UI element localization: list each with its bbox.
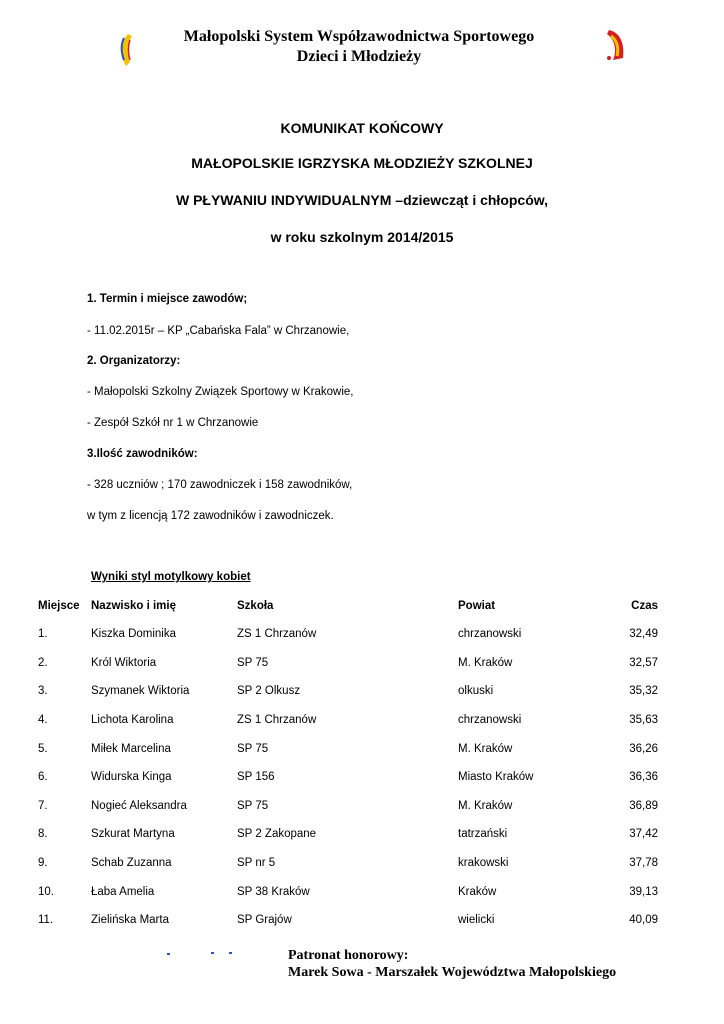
cell-school: SP 75 <box>237 799 269 812</box>
table-row <box>38 877 658 906</box>
competition-title: MAŁOPOLSKIE IGRZYSKA MŁODZIEŻY SZKOLNEJ <box>191 155 533 171</box>
cell-name: Kiszka Dominika <box>91 628 176 641</box>
document-header <box>0 26 724 76</box>
cell-county: chrzanowski <box>458 714 522 727</box>
cell-name: Szkurat Martyna <box>91 828 175 841</box>
organizer-2: - Zespół Szkół nr 1 w Chrzanowie <box>87 417 259 429</box>
cell-name: Lichota Karolina <box>91 714 174 727</box>
cell-place: 5. <box>38 742 48 755</box>
report-title: KOMUNIKAT KOŃCOWY <box>280 120 444 136</box>
organizer-1: - Małopolski Szkolny Związek Sportowy w Krakowie, <box>87 386 354 398</box>
cell-county: tatrzański <box>458 828 508 841</box>
cell-place: 8. <box>38 828 48 841</box>
cell-county: M. Kraków <box>458 656 513 669</box>
termin-heading: 1. Termin i miejsce zawodów; <box>87 293 248 305</box>
results-table <box>38 592 658 935</box>
cell-school: SP nr 5 <box>237 857 276 870</box>
cell-place: 3. <box>38 685 48 698</box>
table-row <box>38 763 658 792</box>
header-line-1: Małopolski System Współzawodnictwa Sportowego <box>183 28 535 45</box>
cell-time: 37,42 <box>629 828 658 841</box>
cell-school: SP 2 Olkusz <box>237 685 301 698</box>
cell-time: 35,63 <box>629 714 658 727</box>
table-row <box>38 734 658 763</box>
cell-county: M. Kraków <box>458 742 513 755</box>
sport-system-logo-icon <box>118 32 138 73</box>
cell-county: Miasto Kraków <box>458 771 534 784</box>
cell-name: Nogieć Aleksandra <box>91 799 187 812</box>
cell-school: SP 2 Zakopane <box>237 828 317 841</box>
cell-time: 32,57 <box>629 656 658 669</box>
cell-school: SP 38 Kraków <box>237 885 310 898</box>
cell-place: 6. <box>38 771 48 784</box>
cell-place: 7. <box>38 799 48 812</box>
participants-licensed: w tym z licencją 172 zawodników i zawodniczek. <box>87 510 334 522</box>
table-row <box>38 620 658 649</box>
header-line-2: Dzieci i Młodzieży <box>296 48 422 65</box>
cell-school: SP 75 <box>237 742 269 755</box>
table-row <box>38 706 658 735</box>
table-row <box>38 906 658 935</box>
competition-subtitle: W PŁYWANIU INDYWIDUALNYM –dziewcząt i chłopców, <box>175 192 549 208</box>
cell-school: SP 75 <box>237 656 269 669</box>
header-county: Powiat <box>458 600 496 612</box>
header-place: Miejsce <box>38 600 80 612</box>
termin-text: - 11.02.2015r – KP „Cabańska Fala” w Chrzanowie, <box>87 325 350 337</box>
cell-county: M. Kraków <box>458 799 513 812</box>
cell-school: ZS 1 Chrzanów <box>237 628 317 641</box>
participants-count: - 328 uczniów ; 170 zawodniczek i 158 zawodników, <box>87 479 353 491</box>
cell-time: 32,49 <box>629 628 658 641</box>
cell-name: Szymanek Wiktoria <box>91 685 190 698</box>
table-row <box>38 849 658 878</box>
header-time: Czas <box>631 600 658 612</box>
cell-school: SP 156 <box>237 771 275 784</box>
cell-school: SP Grajów <box>237 914 292 927</box>
cell-time: 40,09 <box>629 914 658 927</box>
cell-county: olkuski <box>458 685 494 698</box>
cell-place: 9. <box>38 857 48 870</box>
cell-time: 35,32 <box>629 685 658 698</box>
cell-name: Król Wiktoria <box>91 656 157 669</box>
cell-county: krakowski <box>458 857 509 870</box>
header-school: Szkoła <box>237 600 274 612</box>
cell-county: wielicki <box>458 914 495 927</box>
honorary-patronage <box>288 947 616 981</box>
participants-heading: 3.Ilość zawodników: <box>87 448 198 460</box>
table-row <box>38 792 658 821</box>
patronage-label: Patronat honorowy: <box>288 948 409 963</box>
cell-place: 1. <box>38 628 48 641</box>
cell-school: ZS 1 Chrzanów <box>237 714 317 727</box>
cell-county: Kraków <box>458 885 497 898</box>
organizers-heading: 2. Organizatorzy: <box>87 355 181 367</box>
patronage-name: Marek Sowa - Marszałek Województwa Małopolskiego <box>288 965 617 980</box>
cell-place: 11. <box>38 914 54 927</box>
cell-place: 4. <box>38 714 48 727</box>
cell-name: Zielińska Marta <box>91 914 169 927</box>
cell-name: Widurska Kinga <box>91 771 172 784</box>
cell-name: Miłek Marcelina <box>91 742 171 755</box>
results-header-row <box>38 592 658 620</box>
school-year-title: w roku szkolnym 2014/2015 <box>270 229 454 245</box>
header-title <box>170 27 548 67</box>
cell-time: 36,36 <box>629 771 658 784</box>
table-row <box>38 677 658 706</box>
header-name: Nazwisko i imię <box>91 600 177 612</box>
cell-time: 39,13 <box>629 885 658 898</box>
cell-name: Łaba Amelia <box>91 885 155 898</box>
cell-county: chrzanowski <box>458 628 522 641</box>
cell-place: 10. <box>38 885 54 898</box>
table-row <box>38 820 658 849</box>
cell-time: 36,89 <box>629 799 658 812</box>
malopolska-logo-icon <box>603 28 627 69</box>
cell-time: 36,26 <box>629 742 658 755</box>
table-row <box>38 649 658 678</box>
results-caption: Wyniki styl motylkowy kobiet <box>91 571 251 583</box>
sponsor-logo-fragment-icon <box>163 949 243 959</box>
cell-time: 37,78 <box>629 857 658 870</box>
cell-place: 2. <box>38 656 48 669</box>
cell-name: Schab Zuzanna <box>91 857 172 870</box>
